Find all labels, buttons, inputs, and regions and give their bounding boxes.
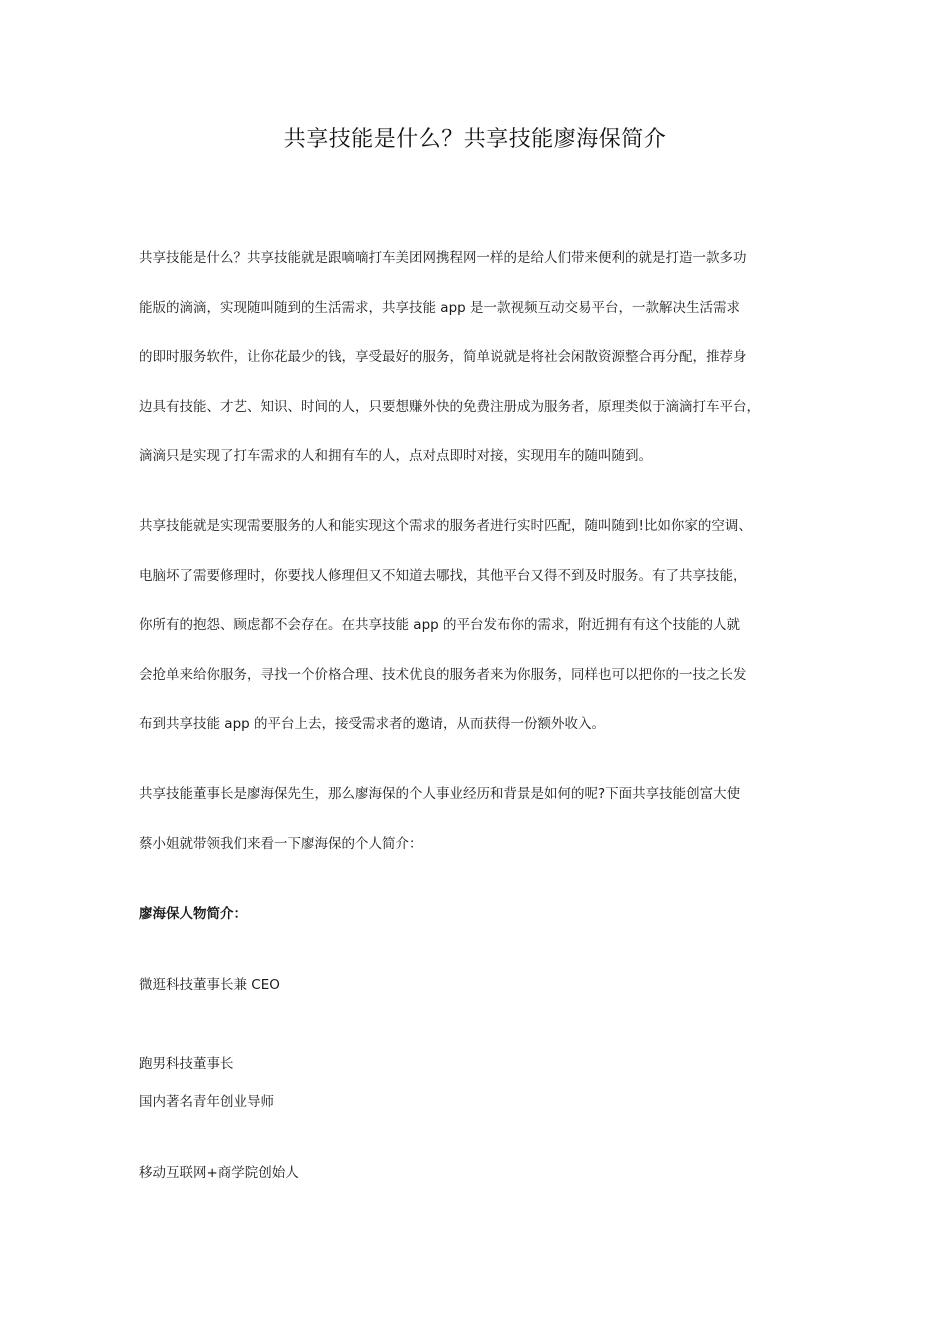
paragraph-chairman <box>139 770 829 869</box>
profile-item: 跑男科技董事长 <box>139 1056 234 1072</box>
profile-heading: 廖海保人物简介： <box>139 906 247 922</box>
paragraph-line: 蔡小姐就带领我们来看一下廖海保的个人简介： <box>139 835 423 852</box>
paragraph-line: 边具有技能、才艺、知识、时间的人，只要想赚外快的免费注册成为服务者，原理类似于滴滴打车平台， <box>139 398 760 415</box>
paragraph-line: 的即时服务软件，让你花最少的钱，享受最好的服务，简单说就是将社会闲散资源整合再分配，推荐身 <box>139 349 747 365</box>
paragraph-line: 电脑坏了需要修理时，你要找人修理但又不知道去哪找，其他平台又得不到及时服务。有了共享技能， <box>139 567 747 584</box>
paragraph-matching <box>139 502 829 750</box>
paragraph-line: 共享技能就是实现需要服务的人和能实现这个需求的服务者进行实时匹配，随叫随到!比如你家的空调、 <box>139 518 752 534</box>
paragraph-line: 共享技能董事长是廖海保先生，那么廖海保的个人事业经历和背景是如何的呢?下面共享技能创富大使 <box>139 786 741 802</box>
paragraph-line: 布到共享技能 app 的平台上去，接受需求者的邀请，从而获得一份额外收入。 <box>139 716 605 732</box>
paragraph-line: 你所有的抱怨、顾虑都不会存在。在共享技能 app 的平台发布你的需求，附近拥有有这个技能的人就 <box>139 617 740 633</box>
paragraph-line: 能版的滴滴，实现随叫随到的生活需求，共享技能 app 是一款视频互动交易平台，一款解决生活需求 <box>139 299 740 316</box>
paragraph-intro <box>139 234 829 482</box>
profile-item: 移动互联网+商学院创始人 <box>139 1165 299 1181</box>
profile-item: 微逛科技董事长兼 CEO <box>139 977 280 993</box>
paragraph-line: 共享技能是什么？共享技能就是跟嘀嘀打车美团网携程网一样的是给人们带来便利的就是打造一款多功 <box>139 250 747 266</box>
paragraph-line: 会抢单来给你服务，寻找一个价格合理、技术优良的服务者来为你服务，同样也可以把你的一技之长发 <box>139 666 747 683</box>
profile-item: 国内著名青年创业导师 <box>139 1094 274 1110</box>
paragraph-line: 滴滴只是实现了打车需求的人和拥有车的人，点对点即时对接，实现用车的随叫随到。 <box>139 448 652 464</box>
page-title: 共享技能是什么？共享技能廖海保简介 <box>283 127 667 152</box>
